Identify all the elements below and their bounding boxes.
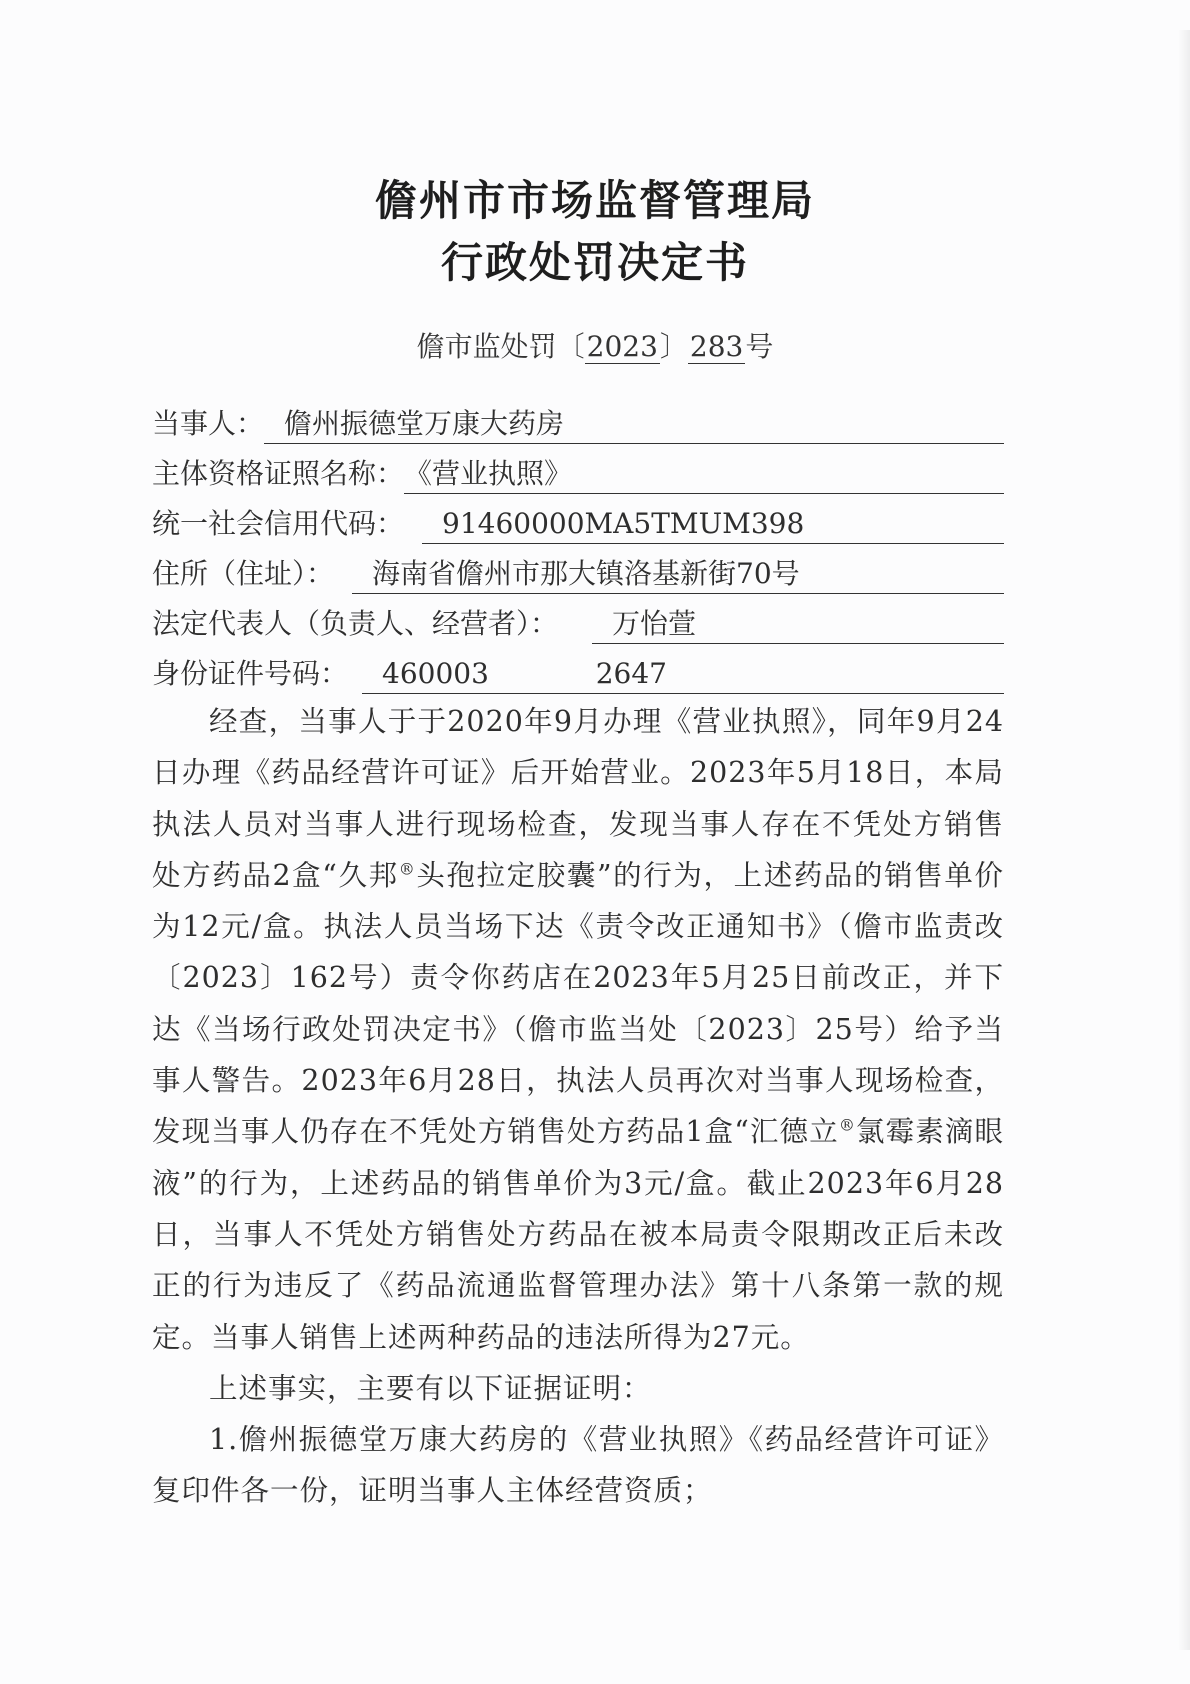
facts-text-part1: 经查，当事人于于2020年9月办理《营业执照》，同年9月24日办理《药品经营许可证》后开始营业。2023年5月18日，本局执法人员对当事人进行现场检查，发现当事人存在不凭处方销售处方药品2盒“久邦	[152, 705, 1004, 892]
license-line	[152, 454, 1004, 494]
registered-mark-2: ®	[838, 1115, 856, 1135]
document-number	[0, 325, 1190, 365]
doc-number-year: 2023	[586, 330, 658, 363]
document-title: 行政处罚决定书	[440, 238, 749, 287]
credit-code-line	[152, 504, 1004, 544]
party-label: 当事人：	[152, 407, 265, 440]
credit-code-label: 统一社会信用代码：	[152, 507, 405, 540]
legal-rep-label: 法定代表人（负责人、经营者）：	[152, 607, 559, 640]
license-label: 主体资格证照名称：	[152, 457, 405, 490]
doc-number-suffix: 号	[745, 330, 774, 363]
address-label: 住所（住址）：	[152, 557, 335, 590]
doc-number-prefix: 儋市监处罚〔	[416, 330, 585, 363]
id-number-label: 身份证件号码：	[152, 657, 349, 690]
evidence-item-1: 1.儋州振德堂万康大药房的《营业执照》《药品经营许可证》复印件各一份，证明当事人主体经营资质；	[152, 1423, 1004, 1508]
party-line	[152, 404, 1004, 444]
address-value: 海南省儋州市那大镇洛基新街70号	[352, 554, 1004, 594]
decision-body	[152, 696, 1004, 1517]
evidence-intro-paragraph: 上述事实，主要有以下证据证明：	[209, 1371, 652, 1405]
legal-rep-line	[152, 604, 1004, 644]
party-value: 儋州振德堂万康大药房	[264, 404, 1004, 444]
id-number-value: 460003 2647	[362, 654, 1004, 694]
facts-text-part3: 氯霉素滴眼液”的行为，上述药品的销售单价为3元/盒。截止2023年6月28日，当事人不凭处方销售处方药品在被本局责令限期改正后未改正的行为违反了《药品流通监督管理办法》第十八条第一款的规定。当事人销售上述两种药品的违法所得为27元。	[152, 1115, 1004, 1354]
license-value: 《营业执照》	[404, 454, 1004, 494]
facts-text-part2: 头孢拉定胶囊”的行为，上述药品的销售单价为12元/盒。执法人员当场下达《责令改正通知书》（儋市监责改〔2023〕162号）责令你药店在2023年5月25日前改正，并下达《当场行政处罚决定书》（儋市监当处〔2023〕25号）给予当事人警告。2023年6月28日，执法人员再次对当事人现场检查，发现当事人仍存在不凭处方销售处方药品1盒“汇德立	[152, 858, 1004, 1149]
doc-number-serial: 283	[689, 330, 744, 363]
issuer-title: 儋州市市场监督管理局	[374, 176, 815, 225]
doc-number-mid: 〕	[659, 330, 688, 363]
credit-code-value: 91460000MA5TMUM398	[422, 504, 1004, 544]
address-line	[152, 554, 1004, 594]
registered-mark-1: ®	[398, 859, 416, 879]
id-number-line	[152, 654, 1004, 694]
legal-rep-value: 万怡萱	[592, 604, 1004, 644]
facts-paragraph	[152, 696, 1004, 1363]
